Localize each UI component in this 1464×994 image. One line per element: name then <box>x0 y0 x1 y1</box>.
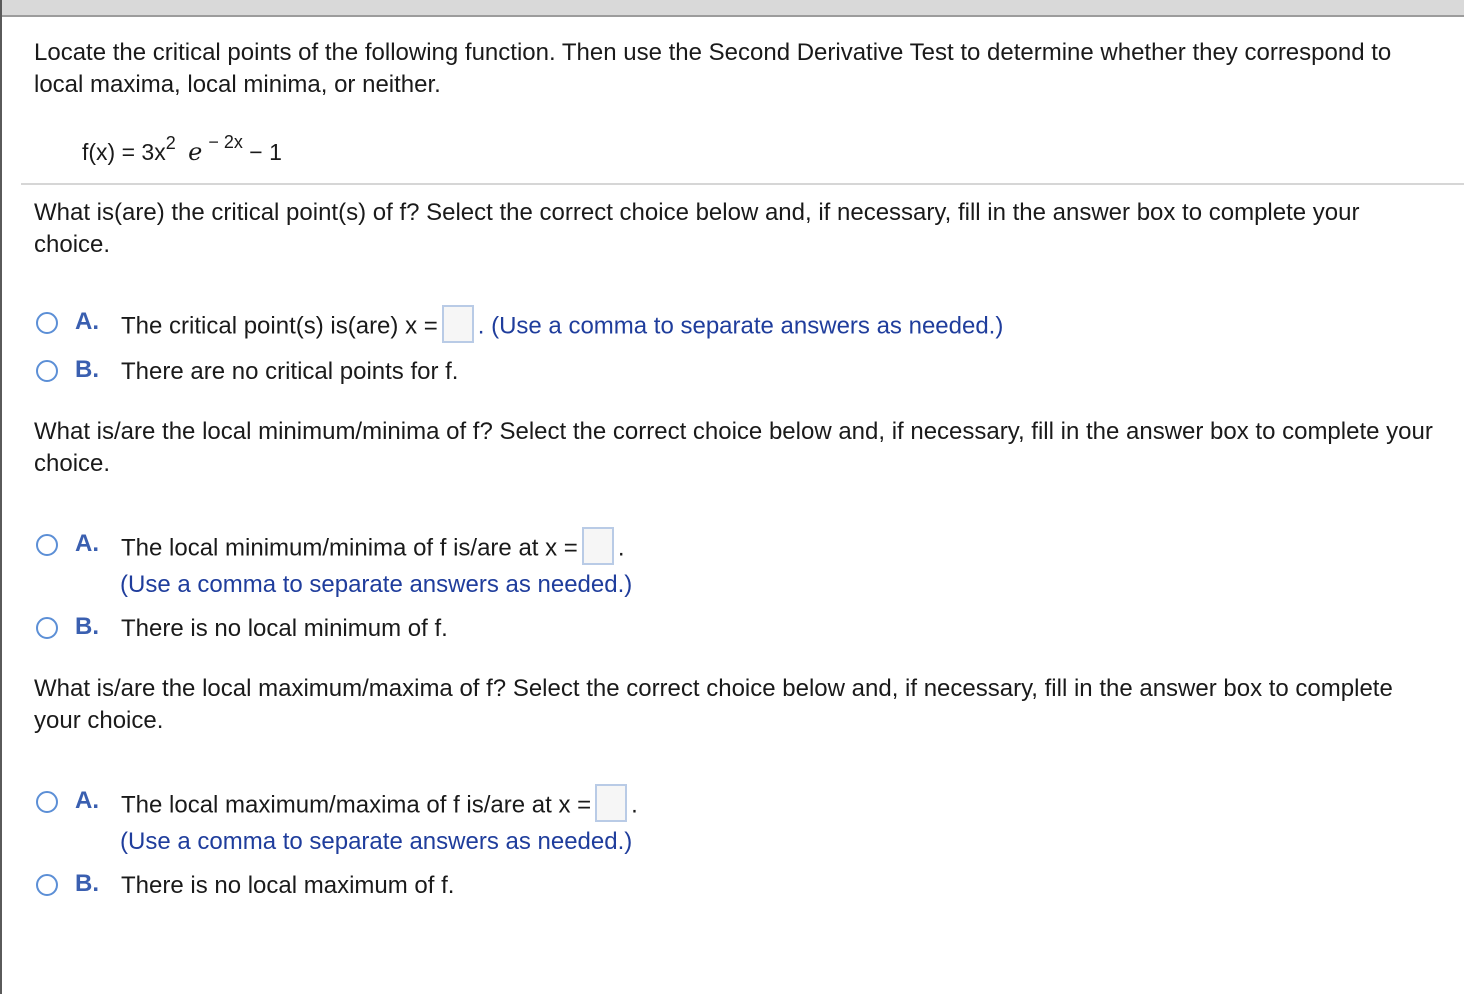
q1-prompt: What is(are) the critical point(s) of f? Select the correct choice below and, if necessary, fill in the answer box to complete your choice. <box>34 199 1360 258</box>
q2-prompt: What is/are the local minimum/minima of f? Select the correct choice below and, if necessary, fill in the answer box to complete your choice. <box>34 418 1433 477</box>
q1-choice-a-hint: . (Use a comma to separate answers as needed.) <box>477 312 1004 340</box>
function-formula <box>82 132 282 169</box>
q1-answer-box[interactable] <box>442 305 474 343</box>
q2-radio-b[interactable] <box>36 617 58 639</box>
q2-choice-a-text: The local minimum/minima of f is/are at x = <box>121 534 578 562</box>
formula-e: e <box>188 138 203 166</box>
q2-choice-a-content <box>121 530 624 568</box>
q1-choice-a-content <box>121 308 1003 346</box>
q1-letter-b: B. <box>75 356 99 383</box>
q3-answer-box[interactable] <box>595 784 627 822</box>
q2-answer-box[interactable] <box>582 527 614 565</box>
q3-letter-a: A. <box>75 787 99 814</box>
formula-lhs: f(x) = 3x <box>82 139 166 165</box>
q2-letter-b: B. <box>75 613 99 640</box>
q3-choice-a-content <box>121 787 638 825</box>
top-bar <box>0 0 1464 17</box>
q3-radio-a[interactable] <box>36 791 58 813</box>
q1-radio-b[interactable] <box>36 360 58 382</box>
q3-radio-b[interactable] <box>36 874 58 896</box>
q2-letter-a: A. <box>75 530 99 557</box>
q2-radio-a[interactable] <box>36 534 58 556</box>
formula-square: 2 <box>165 133 176 154</box>
q3-choice-a-text: The local maximum/maxima of f is/are at x = <box>121 791 592 819</box>
q3-letter-b: B. <box>75 870 99 897</box>
q1-radio-a[interactable] <box>36 312 58 334</box>
section-divider <box>21 183 1464 185</box>
q3-choice-a-period: . <box>631 791 638 819</box>
q1-choice-b-text: There are no critical points for f. <box>121 358 459 385</box>
q2-choice-a-period: . <box>617 534 625 562</box>
formula-exponent: − 2x <box>208 132 243 152</box>
q2-choice-b-text: There is no local minimum of f. <box>121 615 448 642</box>
problem-instruction: Locate the critical points of the following function. Then use the Second Derivative Test to determine whether they correspond to local maxima, local minima, or neither. <box>34 39 1392 98</box>
q3-choice-a-hint: (Use a comma to separate answers as needed.) <box>120 828 633 855</box>
q3-choice-b-text: There is no local maximum of f. <box>121 872 455 899</box>
left-border <box>0 0 2 994</box>
q3-prompt: What is/are the local maximum/maxima of f? Select the correct choice below and, if necessary, fill in the answer box to complete your choice. <box>34 675 1393 734</box>
q1-letter-a: A. <box>75 308 99 335</box>
q2-choice-a-hint: (Use a comma to separate answers as needed.) <box>120 571 633 598</box>
formula-tail: − 1 <box>249 139 282 165</box>
q1-choice-a-text: The critical point(s) is(are) x = <box>121 312 438 340</box>
